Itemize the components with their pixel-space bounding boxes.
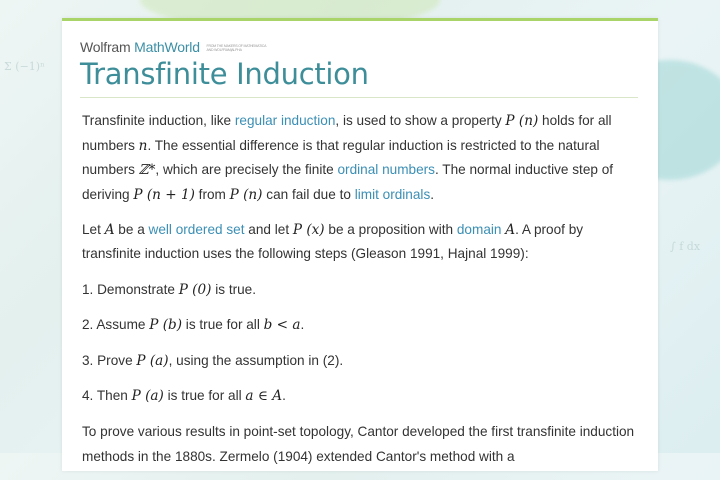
math-expression: P (n) — [505, 113, 539, 129]
math-expression: b < a — [263, 317, 301, 334]
page-title: Transfinite Induction — [80, 57, 369, 91]
paragraph — [82, 218, 642, 267]
math-expression: P (a) — [131, 388, 164, 405]
math-expression: A — [104, 221, 115, 238]
math-expression: P (b) — [149, 317, 183, 334]
title-divider — [80, 97, 638, 98]
article-link[interactable]: ordinal numbers — [337, 162, 435, 178]
math-expression: a ∈ A — [245, 388, 283, 405]
text: is true. — [211, 281, 257, 297]
text: from — [194, 186, 230, 202]
text: be a — [114, 221, 149, 237]
math-expression: ℤ* — [138, 162, 156, 179]
article-link[interactable]: well ordered set — [148, 221, 245, 237]
text: Transfinite induction, like — [82, 113, 235, 128]
step-item — [82, 313, 642, 338]
text: . — [300, 317, 305, 333]
text: , which are precisely the finite — [155, 162, 338, 178]
paragraph — [82, 109, 642, 207]
article-link[interactable]: limit ordinals — [354, 186, 431, 202]
text: . — [430, 186, 435, 202]
text: can fail due to — [262, 186, 355, 202]
text: 1. Demonstrate — [82, 281, 179, 297]
text: and let — [244, 221, 293, 237]
article-link[interactable]: regular induction — [234, 113, 336, 128]
math-expression: P (x) — [292, 221, 325, 238]
mathworld-logo[interactable] — [80, 39, 267, 55]
article-link[interactable]: domain — [456, 221, 502, 237]
math-expression: n — [138, 137, 148, 154]
math-expression: P (0) — [178, 281, 212, 298]
step-item — [82, 384, 642, 409]
text: Let — [82, 221, 105, 237]
text: 2. Assume — [82, 317, 150, 333]
math-expression: P (n + 1) — [133, 186, 195, 203]
step-item — [82, 349, 642, 374]
text: 4. Then — [82, 388, 132, 404]
text: . A proof by transfinite induction uses the following steps (Gleason 1991, Hajnal 1999): — [82, 221, 584, 262]
paragraph — [82, 420, 642, 469]
math-expression: P (a) — [136, 352, 169, 369]
text: To prove various results in point-set topology, Cantor developed the first transfinite induction methods in the 1880s. Zermelo (1904) extended Cantor's method with a — [82, 423, 635, 464]
text: holds for all numbers — [82, 113, 612, 153]
background-formula: ∫ f dx — [670, 240, 701, 253]
text: . The normal inductive step of deriving — [82, 162, 614, 202]
math-expression: P (n) — [229, 186, 263, 203]
article-body — [82, 109, 642, 480]
text: 3. Prove — [82, 352, 137, 368]
article-card — [62, 18, 658, 471]
text: , using the assumption in (2). — [168, 352, 344, 368]
text: . — [282, 388, 286, 404]
logo-wolfram: Wolfram — [80, 39, 131, 55]
text: . The essential difference is that regular induction is restricted to the natural numbers — [82, 137, 600, 178]
math-expression: A — [505, 221, 516, 238]
text: , is used to show a property — [335, 113, 506, 128]
text: be a proposition with — [324, 221, 457, 237]
step-item — [82, 278, 642, 303]
logo-tagline: FROM THE MAKERS OF MATHEMATICA AND WOLFRAM|ALPHA — [206, 44, 267, 53]
logo-mathworld: MathWorld — [134, 39, 200, 55]
background-formula: Σ (−1)ⁿ — [4, 60, 45, 73]
text: is true for all — [182, 317, 264, 333]
text: is true for all — [163, 388, 246, 404]
